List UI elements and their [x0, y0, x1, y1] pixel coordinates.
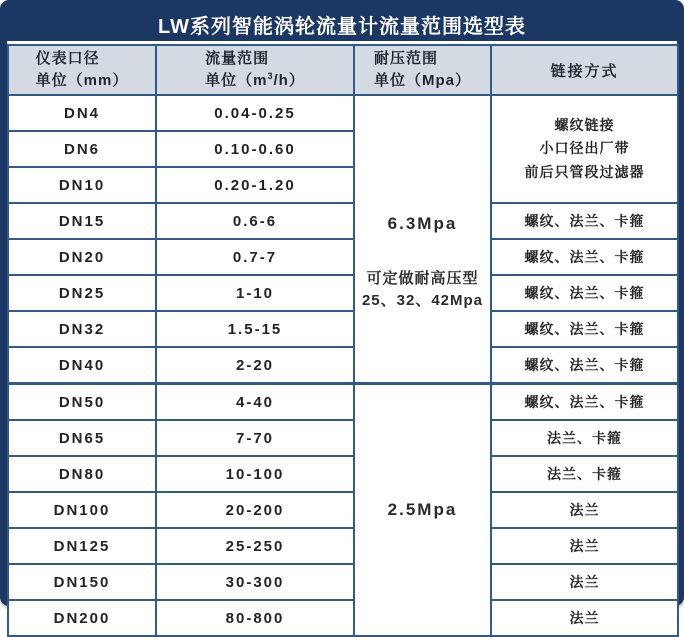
header-pressure-range-text: 耐压范围 单位（Mpa）: [373, 50, 471, 89]
diameter-value: DN65: [8, 420, 156, 456]
header-pressure-range: [354, 45, 491, 95]
diameter-value: DN6: [8, 131, 156, 167]
diameter-value: DN150: [8, 564, 156, 600]
connection-value: 法兰: [491, 564, 678, 600]
flow-range-value: 0.7-7: [156, 239, 354, 275]
diameter-value: DN200: [8, 600, 156, 636]
header-flow-range-text: 流量范围 单位$(m^3/h)$: [205, 50, 305, 89]
flow-range-value: 1.5-15: [156, 311, 354, 347]
diameter-value: DN25: [8, 275, 156, 311]
pressure-6-3-content: [355, 166, 490, 312]
table-row: [8, 203, 678, 239]
diameter-value: DN50: [8, 384, 156, 421]
table-row: [8, 239, 678, 275]
connection-value: 法兰: [491, 528, 678, 564]
flow-range-value: 30-300: [156, 564, 354, 600]
connection-value: 法兰: [491, 600, 678, 636]
diameter-value: DN40: [8, 347, 156, 384]
flow-range-value: 10-100: [156, 456, 354, 492]
cubic-superscript: 3: [267, 71, 274, 81]
header-diameter: [8, 45, 156, 95]
header-diameter-text: 仪表口径 单位（mm）: [35, 50, 129, 89]
connection-value: 法兰: [491, 492, 678, 528]
table-row: [8, 420, 678, 456]
pressure-2-5-content: [355, 500, 490, 520]
flow-range-value: 25-250: [156, 528, 354, 564]
flow-range-value: 1-10: [156, 275, 354, 311]
table-row: [8, 347, 678, 384]
selection-table: [7, 44, 679, 637]
flow-range-value: 0.20-1.20: [156, 167, 354, 203]
connection-small-bore-cell: [491, 95, 678, 203]
table-row: [8, 384, 678, 421]
connection-value: 螺纹、法兰、卡箍: [491, 275, 678, 311]
connection-small-bore-text: 螺纹链接 小口径出厂带 前后只管段过滤器: [524, 117, 645, 180]
flow-range-value: 0.10-0.60: [156, 131, 354, 167]
table-row: [8, 95, 678, 131]
flow-range-value: 7-70: [156, 420, 354, 456]
connection-value: 法兰、卡箍: [491, 420, 678, 456]
table-row: [8, 564, 678, 600]
table-row: [8, 528, 678, 564]
diameter-value: DN80: [8, 456, 156, 492]
pressure-custom-note: 可定做耐高压型 25、32、42Mpa: [361, 270, 484, 309]
pressure-cell-2-5mpa: [354, 384, 491, 637]
table-body-area: [7, 41, 677, 637]
diameter-value: DN10: [8, 167, 156, 203]
flow-range-value: 0.04-0.25: [156, 95, 354, 131]
diameter-value: DN32: [8, 311, 156, 347]
connection-value: 螺纹、法兰、卡箍: [491, 239, 678, 275]
connection-value: 螺纹、法兰、卡箍: [491, 347, 678, 384]
header-connection: [491, 45, 678, 95]
flow-range-value: 4-40: [156, 384, 354, 421]
table-row: [8, 600, 678, 636]
flow-range-value: 20-200: [156, 492, 354, 528]
connection-value: 螺纹、法兰、卡箍: [491, 311, 678, 347]
pressure-value: 2.5Mpa: [387, 500, 458, 519]
diameter-value: DN100: [8, 492, 156, 528]
table-row: [8, 456, 678, 492]
header-connection-text: 链接方式: [550, 62, 619, 80]
table-row: [8, 275, 678, 311]
connection-value: 螺纹、法兰、卡箍: [491, 384, 678, 421]
pressure-value: 6.3Mpa: [387, 214, 458, 234]
pressure-cell-6-3mpa: [354, 95, 491, 384]
flow-range-value: 2-20: [156, 347, 354, 384]
diameter-value: DN125: [8, 528, 156, 564]
connection-value: 法兰、卡箍: [491, 456, 678, 492]
flow-range-value: 80-800: [156, 600, 354, 636]
flow-range-value: 0.6-6: [156, 203, 354, 239]
diameter-value: DN15: [8, 203, 156, 239]
diameter-value: DN20: [8, 239, 156, 275]
connection-value: 螺纹、法兰、卡箍: [491, 203, 678, 239]
header-flow-range: [156, 45, 354, 95]
header-row: [8, 45, 678, 95]
diameter-value: DN4: [8, 95, 156, 131]
table-title: LW系列智能涡轮流量计流量范围选型表: [158, 15, 526, 38]
table-row: [8, 311, 678, 347]
table-row: [8, 492, 678, 528]
